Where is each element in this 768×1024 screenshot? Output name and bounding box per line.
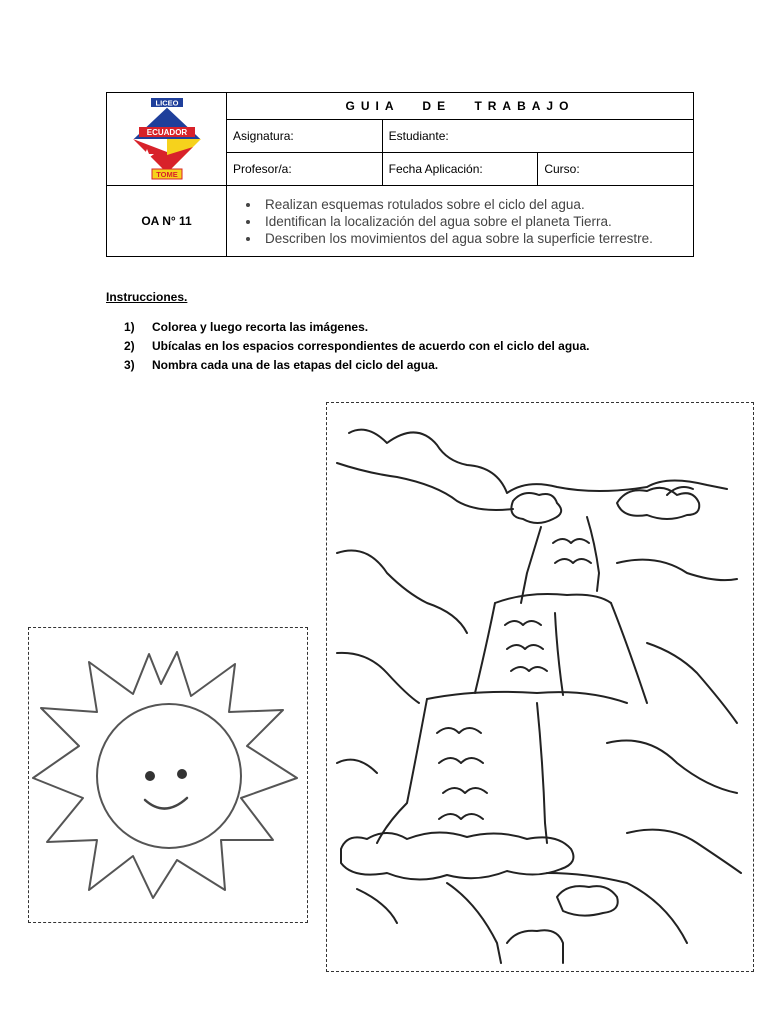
svg-text:ECUADOR: ECUADOR: [146, 128, 187, 137]
objectives-cell: [227, 186, 694, 257]
subject-field[interactable]: Asignatura:: [227, 120, 383, 153]
course-field[interactable]: Curso:: [538, 153, 694, 186]
instructions-list: [124, 318, 589, 375]
objectives-list: [233, 196, 687, 247]
instruction-step: 2) Ubícalas en los espacios correspondientes de acuerdo con el ciclo del agua.: [124, 339, 590, 353]
student-field[interactable]: Estudiante:: [382, 120, 693, 153]
sun-icon: [29, 628, 307, 922]
header-table: [106, 92, 694, 257]
logo-cell: [107, 93, 227, 186]
waterfall-icon: [327, 403, 753, 971]
date-field[interactable]: Fecha Aplicación:: [382, 153, 538, 186]
instructions-title: Instrucciones.: [106, 290, 188, 304]
instruction-step: 3) Nombra cada una de las etapas del ciclo del agua.: [124, 358, 439, 372]
teacher-field[interactable]: Profesor/a:: [227, 153, 383, 186]
instruction-step: 1) Colorea y luego recorta las imágenes.: [124, 320, 369, 334]
oa-label: OA N° 11: [107, 186, 227, 257]
waterfall-cutout-box[interactable]: [326, 402, 754, 972]
svg-text:TOME: TOME: [155, 170, 178, 179]
objective-item: • Realizan esquemas rotulados sobre el ciclo del agua.: [261, 196, 687, 213]
objective-item: • Identifican la localización del agua sobre el planeta Tierra.: [261, 213, 687, 230]
objective-item: • Describen los movimientos del agua sobre la superficie terrestre.: [261, 230, 687, 247]
sun-cutout-box[interactable]: [28, 627, 308, 923]
worksheet-title: GUIA DE TRABAJO: [227, 93, 694, 120]
school-logo-icon: [125, 97, 209, 181]
svg-text:LICEO: LICEO: [155, 98, 178, 108]
